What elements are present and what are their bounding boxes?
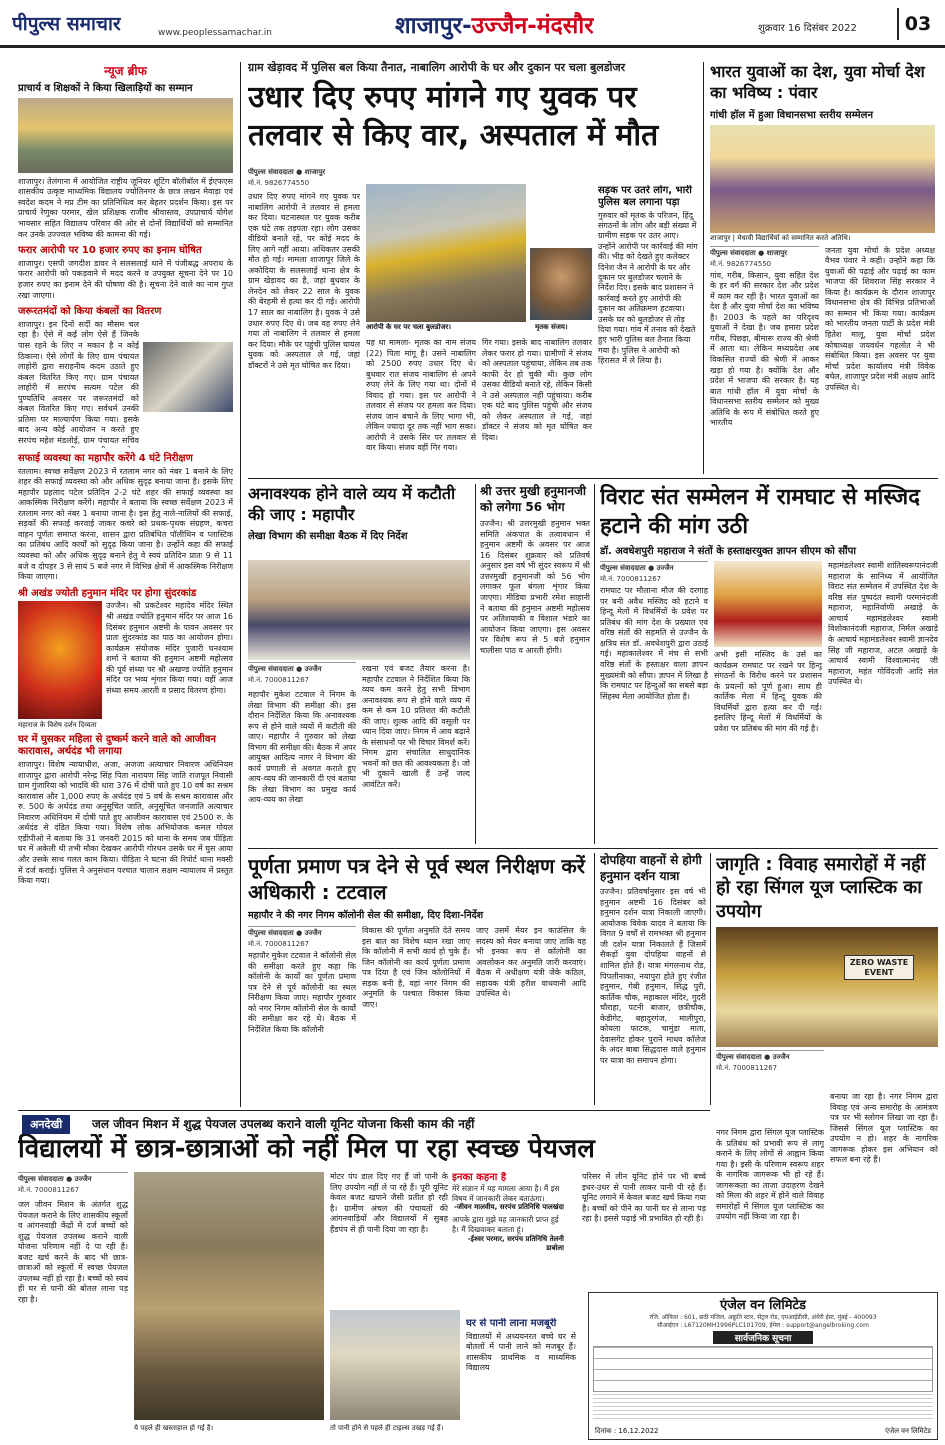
ad-notice-title: सार्वजनिक सूचना <box>713 1331 813 1344</box>
sant-col-3: महामंडलेश्वर स्वामी शांतिस्वरूपानंदजी महाराज के सानिध्य में आयोजित विराट संत सम्मेलन में उपस्थित देश के वरिष्ठ संत पुष्पदंत स्वामी परमानंदजी महाराज, महानिर्वाणी अखाड़े के आचार्य महामंडलेश्वर स्वामी विशोकानंदजी महाराज, निर्मल अखाड़े के आचार्य महामंडलेश्वर स्वामी ज्ञानदेव सिंह जी महाराज, अटल अखाड़े के आचार्य स्वामी विश्वात्मानंद जी महाराज, महंत गोविंदजी आदि संत उपस्थित थे। <box>828 561 938 687</box>
column-rule <box>710 853 711 1105</box>
sant-story <box>600 484 938 844</box>
jagruti-col-1: नगर निगम द्वारा सिंगल यूज प्लास्टिक के प्रतिबंध को प्रभावी रूप से लागू कराने के लिए लोगों से आह्वान किया गया है। इसी के परिणाम स्वरूप शहर के नागरिक जागरूक भी हो रहे हैं। जागरूकता का ताजा उदाहरण देखने को मिला की शहर में होने वाले विवाह समारोहों में सिंगल यूज प्लास्टिक का उपयोग नहीं किया जा रहा है। <box>716 1128 824 1222</box>
sant-byline: पीपुल्स संवाददाता ● उज्जैन <box>600 561 708 573</box>
ad-address: रजि. ऑफिस : 601, छठी मंजिल, अक्रुति स्टार, सेंट्रल रोड, एमआईडीसी, अंधेरी ईस्ट, मुंबई - 400093 <box>649 1314 877 1321</box>
brief-title: घर में घुसकर महिला से दुष्कर्म करने वाले को आजीवन कारावास, अर्थदंड भी लगाया <box>18 734 216 758</box>
sant-mobile: मो.नं. 7000811267 <box>600 575 662 584</box>
sant-col-2: अभी इसी मस्जिद के उर्स का कार्यक्रम रामघाट पर रखने पर हिन्दू संगठनों के विरोध करने पर प्रशासन के प्रयत्नों को पूर्ण हुआ। साथ ही कार्तिक मेला में हिन्दू युवक की विधर्मियों द्वारा हत्या कर दी गई। इसलिए हिन्दू मेलों में विधर्मियों के प्रवेश पर प्रतिबंध की मांग की गई है। <box>714 650 822 734</box>
lead-col-2: यह था मामला- मृतक का नाम संजय (22) पिता मांगू है। उसने नाबालिग को 2500 रुपए उधार दिए थे। बुधवार रात संजय नाबालिग से अपने रुपए लेने के लिए गया था। दोनों में विवाद हो गया। इस पर आरोपी ने तलवार से संजय पर हमला कर दिया। संजय जान बचाने के लिए भागा भी, लेकिन ज्यादा दूर तक नहीं भाग सका। आरोपी ने उसके सिर पर तलवार से वार किया। संजय वहीं गिर गया। <box>366 338 476 453</box>
ad-fineprint <box>593 1394 933 1422</box>
ad-title: एंजेल वन लिमिटेड <box>720 1298 806 1313</box>
ad-table <box>593 1346 933 1392</box>
water-quote-2: आपके द्वारा मुझे यह जानकारी प्राप्त हुई है। मैं दिखवाकर बताता हूं। <box>452 1215 559 1235</box>
purnata-mobile: मो.नं. 7000811267 <box>248 940 310 948</box>
purnata-byline: पीपुल्स संवाददाता ● उज्जैन <box>248 926 356 938</box>
column-rule <box>240 62 241 1107</box>
water-photo-caption: तो पानी होने से पहले ही टाइल्स उखड़ गई हैं। <box>330 1424 444 1432</box>
hanuman-56-story <box>480 484 590 844</box>
brief-title: फरार आरोपी पर 10 हजार रुपए का इनाम घोषित <box>18 245 202 257</box>
water-headline: विद्यालयों में छात्र-छात्राओं को नहीं मिल पा रहा स्वच्छ पेयजल <box>18 1134 595 1164</box>
purnata-col-3: जाए उसमें मेयर इन काउंसिल के सदस्य को मेयर बनाया जाए ताकि वह भी इनका रूप से कॉलोनी का अवलोकन कर अनुमति जारी करवाएं। बैठक में अधीक्षण यंत्री जेके कठिल, सहायक यंत्री हरीश वाधवानी आदि उपस्थित थे। <box>476 926 586 999</box>
brief-body: शाजापुर। तेलंगाना में आयोजित राष्ट्रीय जूनियर शूटिंग बॉलीबॉल में ईएफएस शासकीय उत्कृष्ट माध्यमिक विद्यालय ज्योतिनगर के छात्र लखन मेवाड़ा एवं स्वदेश कदम ने मप्र टीम का प्रतिनिधित्व कर बेहतर प्रदर्शन किया। इस पर प्राचार्य रेणुका परमार, खेल प्रशिक्षक राजीव श्रीवास्तव, उपप्राचार्य योगेश भावसार सहित विद्यालय परिवार की ओर से दोनों विद्यार्थियों को सम्मानित कर उनके उज्ज्वल भविष्य की कामना की गई। <box>18 176 233 239</box>
hanuman-56-body: उज्जैन। श्री उत्तरमुखी हनुमान भक्त समिति अंकपात के तत्वावधान में हनुमान अष्टमी के अवसर पर आज 16 दिसंबर शुक्रवार को प्रतिवर्ष अनुसार इस वर्ष भी सुंदर स्वरूप में श्री उत्तरमुखी हनुमानजी को 56 भोग लगाकर फूल बंगला शृंगार किया जाएगा। मीडिया प्रभारी रमेश साहानी ने बताया की हनुमान अष्टमी महोत्सव पर अतिशयाकी व विशाल भंडारे का आयोजन किया जाएगा। इस अवसर पर विशेष रूप से 5 बजे हनुमान चालीसा पाठ व आरती होगी। <box>480 519 590 655</box>
mayor-byline: पीपुल्स संवाददाता ● उज्जैन <box>248 662 356 674</box>
column-rule <box>594 853 595 1105</box>
water-box <box>466 1318 576 1438</box>
mayor-col-2: रखना एवं बजट तैयार करना है। महापौर टटवाल ने निर्देशित किया कि व्यय कम करने हेतु सभी विभाग अनावश्यक रूप से होने वाले व्यय में कम से कम 10 प्रतिशत की कटौती की जाए। शुल्क आदि की वसूली पर ध्यान दिया जाए। निगम में आय बढ़ाने के संसाधनों पर भी विचार विमर्श करें। निगम द्वारा संचालित साधुदानिक भवनों को छत की आवश्यकता है। जो भी दुकानें खाली हैं उन्हें जल्द आवंटित करें। <box>362 664 470 790</box>
water-quote-1-by: -जीवन मालवीय, सरपंच प्रतिनिधि पालखंदा <box>453 1203 564 1212</box>
lead-byline: पीपुल्स संवाददाता ● शाजापुर <box>248 167 326 176</box>
lead-sidebar-title: सड़क पर उतरे लोग, भारी पुलिस बल लगाना पड़ा <box>598 185 692 208</box>
logo: पीपुल्स समाचार <box>12 13 121 35</box>
water-col-4: परिसर में लीन यूनिट होने पर भी बच्चे इधर-उधर से पानी लाकर पानी पी रहे हैं। यूनिट लगाने में केवल बजट खर्च किया गया है। बच्चों को पीने का पानी घर से लाना पड़ रहा है। इससे पढ़ाई भी प्रभावित हो रही है। <box>582 1172 706 1224</box>
lead-photo-victim <box>530 248 592 320</box>
column-rule <box>703 62 704 474</box>
purnata-subhead: महापौर ने की नगर निगम कॉलोनी सेल की समीक्षा, दिए दिशा-निर्देश <box>248 910 484 921</box>
water-photo-caption: ये पहले ही खस्ताहाल हो गई है। <box>134 1424 214 1432</box>
lead-sidebar <box>598 185 698 470</box>
bjym-photo-caption: शाजापुर | मेधावी विद्यार्थियों को सम्मानित करते अतिथि। <box>710 233 851 242</box>
water-quote-title: इनका कहना है <box>452 1172 507 1183</box>
brief-body: रतलाम। स्वच्छ सर्वेक्षण 2023 में रतलाम नगर को नंबर 1 बनाने के लिए शहर की सफाई व्यवस्था को और अधिक सुदृढ़ बनाया जाना है। इसके लिए महापौर प्रहलाद पटेल प्रतिदिन 2-2 घंटे शहर की सफाई व्यवस्था का आकस्मिक निरीक्षण करेंगे। महापौर ने बताया कि स्वच्छ सर्वेक्षण 2023 में रतलाम नगर को नंबर 1 बनाया जाना है। इस हेतु नाले-नालियों की सफाई, सड़कों की सफाई करवाई जाकर कचरे को प्रथक-पृथक संग्रहण, कचरा वाहन पूर्णतः समाप्त करना, शासन द्वारा प्रतिबंधित पॉलीथिन व प्लास्टिक का प्रतिबंध आदि कार्यों को सुदृढ़ किया जाना है। उन्होंने कहा की सफाई व्यवस्था को और अधिक सुदृढ़ बनाने हेतु वे स्वयं प्रतिदिन प्रातः 9 से 11 बजे व दोपहर 3 से सायं 5 बजे नगर में विभिन्न क्षेत्रों में आकस्मिक निरीक्षण किया जाएगा। <box>18 466 233 582</box>
column-rule <box>475 484 476 844</box>
brief-body: शाजापुर। इन दिनों सर्दी का मौसम चल रहा है। ऐसे में कई लोग ऐसे हैं जिनके पास रहने के लिए न मकान है न कोई ठिकाना। ऐसे लोगों के लिए ग्राम पंचायत लाहोरी द्वारा सराहनीय कदम उठाते हुए कंबल वितरित किए गए। ग्राम पंचायत लाहोरी में सरपंच सत्यम पटेल की पुण्यतिथि अवसर पर जरूरतमंदों को कंबल वितरित किए गए। सर्वधर्म उनकी प्रतिमा पर माल्यार्पण किया गया। इसके बाद अन्य कोई आयोजन न करते हुए सरपंच महेश मंडलोई, ग्राम पंचायत सचिव <box>18 319 139 445</box>
brief-title: प्राचार्य व शिक्षकों ने किया खिलाड़ियों का सम्मान <box>18 83 193 94</box>
news-brief-column <box>18 62 233 1107</box>
section-title: शाजापुर-उज्जैन-मंदसौर <box>395 13 594 39</box>
water-photo-2 <box>330 1310 460 1420</box>
dupahiya-body: उज्जैन। प्रतिवर्षानुसार इस वर्ष भी हनुमान अष्टमी 16 दिसंबर को हनुमान दर्शन यात्रा निकाली जाएगी। आयोजक विवेक यादव ने बताया कि विगत 9 वर्षों से रामभक्त श्री हनुमान जी दर्शन यात्रा निकालते हैं जिसमें सैकड़ों युवा दोपहिया वाहनों से शामिल होते हैं। यात्रा मंगलनाथ रोड, पिपलीनाका, नयापुरा होते हुए रंजीत हनुमान, गेबी हनुमान, सिद्ध पुरी, कार्तिक चौक, महाकाल मंदिर, गुदरी चौराहा, पटनी बाजार, छत्रीचौक, केडीगेट, बहादुरगंज, मालीपुरा, कोयला फाटक, चामुंडा माता, देवासगेट होकर पुराने माधव कॉलेज के अंदर बाबा सिद्धदास वाले हनुमान पर यात्रा का समापन होगा। <box>600 887 706 1065</box>
column-rule <box>594 484 595 844</box>
lead-kicker: ग्राम खेड़ावद में पुलिस बल किया तैनात, नाबालिग आरोपी के घर और दुकान पर चला बुलडोजर <box>248 61 626 74</box>
news-brief-tag: न्यूज ब्रीफ <box>104 64 147 78</box>
ad-date: दिनांक : 16.12.2022 <box>595 1427 659 1435</box>
angel-one-ad <box>588 1292 938 1440</box>
purnata-col-1: महापौर मुकेश टटवाल ने कॉलोनी सेल की समीक्षा करते हुए कहा कि कॉलोनी के कार्यों का पूर्णता प्रमाण पत्र देने से पूर्व कॉलोनी का स्थल निरीक्षण किया जाए। महापौर गुरुवार को नगर निगम कॉलोनी सेल के कार्यों की समीक्षा कर रहे थे। बैठक में निर्देशित किया कि कॉलोनी <box>248 951 356 1034</box>
brief-title: श्री अखंड ज्योती हनुमान मंदिर पर होगा सुंदरकांड <box>18 587 197 599</box>
water-col-1: जल जीवन मिशन के अंतर्गत शुद्ध पेयजल कराने के लिए शासकीय स्कूलों व आंगनवाड़ी केंद्रों में दर्ज बच्चों को शुद्ध पेयजल उपलब्ध कराने वाली योजना परिणाम नहीं दे पा रही है। बजट खर्च करने के बाद भी छात्र-छात्राओं को स्कूलों में स्वच्छ पेयजल उपलब्ध नहीं हो रहा है। बच्चों को स्वयं ही घर से पानी की बोतल लाना पड़ रहा है। <box>18 1200 128 1304</box>
bjym-byline: पीपुल्स संवाददाता ● शाजापुर <box>710 246 819 258</box>
water-box-title: घर से पानी लाना मजबूरी <box>466 1318 557 1329</box>
brief-body: शाजापुर। एसपी जगदीश डावर ने सलसलाई थाने में पंजीबद्ध अपराध के फरार आरोपी को पकड़वाने में मदद करने व उपयुक्त सूचना देने पर 10 हजार रुपए का इनाम देने की घोषणा की है। सूचना देने वाले का नाम गुप्त रखा जाएगा। <box>18 258 233 300</box>
brief-photo-caption: महाराज के विशेष दर्शन दिव्यता <box>18 721 97 730</box>
brief-title: जरूरतमंदों को किया कंबलों का वितरण <box>18 306 162 318</box>
bjym-story <box>710 62 935 474</box>
dupahiya-story <box>600 853 706 1105</box>
water-quote-box <box>452 1172 564 1312</box>
ad-signature: एंजेल वन लिमिटेड <box>885 1427 931 1435</box>
brief-body: उज्जैन। श्री प्रकटेश्वर महादेव मंदिर स्थित श्री अखंड ज्योति हनुमान मंदिर पर आज 16 दिसंबर हनुमान अष्टमी के पावन अवसर पर प्रातः सुंदरकांड का पाठ का आयोजन होगा। कार्यक्रम संयोजक मंदिर पुजारी घनश्याम शर्मा ने बताया की हनुमान अष्टमी महोत्सव की पूर्व संध्या पर श्री अखण्ड ज्योति हनुमान मंदिर पर भव्य शृंगार किया गया। वहीं आज संध्या समय आरती व प्रसाद वितरण होगा। <box>106 601 233 695</box>
brief-photo-students <box>18 98 233 173</box>
site-url[interactable]: www.peoplessamachar.in <box>158 28 272 38</box>
sant-headline: विराट संत सम्मेलन में रामघाट से मस्जिद हटाने की मांग उठी <box>600 485 920 539</box>
lead-mobile: मो.नं. 9826774550 <box>248 178 310 187</box>
water-box-body: विद्यालयों में अध्ययनरत बच्चे घर से बोतलों में पानी लाने को मजबूर हैं। शासकीय प्राथमिक व माध्यमिक विद्यालय <box>466 1331 576 1373</box>
bjym-col-1: गांव, गरीब, किसान, युवा सहित देश के हर वर्ग की सरकार देश और प्रदेश में काम कर रही है। भारत युवाओं का देश है और युवा मोर्चा देश का भविष्य है। 2003 के पहले का परिदृश्य युवाओं ने देखा है। जब हमारा प्रदेश गरीब, पिछड़ा, बीमारू राज्य की श्रेणी में आता था। लेकिन मध्यप्रदेश अब विकसित राज्यों की श्रेणी में आकर खड़ा हो गया है। क्योंकि देश और प्रदेश में भाजपा की सरकार है। यह बात गांधी हॉल में युवा मोर्चा के विधानसभा स्तरीय सम्मेलन को मुख्य अतिथि के रूप में संबोधित करते हुए भारतीय <box>710 270 819 428</box>
mayor-col-1: महापौर मुकेश टटवाल ने निगम के लेखा विभाग की समीक्षा की। इस दौरान निर्देशित किया कि अनावश्यक रूप से होने वाले व्ययों में कटौती की जाए। महापौर ने गुरुवार को लेखा विभाग की समीक्षा की। बैठक में अपर आयुक्त आदित्य नागर ने विभाग की कार्य प्रणाली से अवगत कराते हुए आय-व्यय की जानकारी दी एवं बताया कि लेखा विभाग का प्रमुख कार्य आय-व्यय का लेखा <box>248 690 356 805</box>
purnata-col-2: विकास की पूर्णता अनुमति देते समय इस बात का विशेष ध्यान रखा जाए कि कॉलोनी में सभी कार्य हो चुके हैं। जिन कॉलोनी का कार्य पूर्णता प्रमाण पत्र दिया है एवं जिन कॉलोनियों में सड़क बनी है, वहां नगर निगम की अनुमति के पश्चात विकास किया जाए। <box>362 926 470 1009</box>
lead-photo-bulldozer <box>366 184 526 322</box>
water-byline: पीपुल्स संवाददाता ● उज्जैन <box>18 1172 128 1184</box>
water-col-2: मोटर पंप डाल दिए गए हैं जो पानी के लिए उपयोग नहीं ले पा रहे हैं। पूरी यूनिट केवल बजट खपाने जैसी प्रतीत हो रही है। ग्रामीण अंचल की पंचायतों की आंगनवाड़ियों और विद्यालयों में सुबह हैंडपंप से ही पानी दिया जा रहा है। <box>330 1172 448 1234</box>
water-quote-2-by: -ईश्वर परमार, सरपंच प्रतिनिधि तेलनी डाबोला <box>467 1234 564 1252</box>
sant-col-1: रामघाट पर मौलाना मौज की दरगाह पर बनी अवैध मस्जिद को हटाने व हिन्दू मेलों में विधर्मियों के प्रवेश पर प्रतिबंध की मांग देश के प्रख्यात एवं वरिष्ठ संतों की सहमति से उज्जैन के क्षत्रिय संत डॉ. अवधेशपुरी द्वारा उठाई गई। महाकालेश्वर में मंच से सभी वरिष्ठ संतों के हस्ताक्षर वाला ज्ञापन मुख्यमंत्री को सौंपा। ज्ञापन में लिखा है कि रामघाट पर हिन्दुओं का सबसे बड़ा सिंहस्थ मेला आयोजित होता है। <box>600 586 708 701</box>
mayor-mobile: मो.नं. 7000811267 <box>248 676 310 684</box>
page-number: 03 <box>897 8 937 40</box>
zero-waste-sign: ZERO WASTE EVENT <box>844 955 914 980</box>
mayor-photo <box>248 560 470 660</box>
jagruti-photo <box>716 927 938 1047</box>
brief-title: सफाई व्यवस्था का महापौर करेंगे 4 घंटे निरीक्षण <box>18 452 193 464</box>
section-rule <box>248 848 938 849</box>
masthead <box>0 0 945 48</box>
section-rule <box>248 478 938 479</box>
lead-col-3: गिर गया। इसके बाद नाबालिग तलवार लेकर फरार हो गया। ग्रामीणों ने संजय को अस्पताल पहुंचाया, लेकिन तब तक काफी देर हो चुकी थी। कुछ लोग उसका वीडियो बनाते रहे, लेकिन किसी ने उसे अस्पताल नहीं पहुंचाया। करीब एक घंटे बाद पुलिस पहुंची और संजय को लेकर अस्पताल ले गई, जहां डॉक्टर ने संजय को मृत घोषित कर दिया। <box>482 338 592 442</box>
lead-col-1: उधार दिए रुपए मांगने गए युवक पर नाबालिग आरोपी ने तलवार से हमला कर दिया। घटनास्थल पर युवक करीब एक घंटे तक तड़पता रहा। लोग उसका वीडियो बनाते रहे, पर कोई मदद के लिए आगे नहीं आया। अधिकतर उसकी मौत हो गई। मामला शाजापुर जिले के अकोदिया के सलसलाई थाना क्षेत्र के ग्राम खेड़ावद का है, जहां बुधवार के लेनदेन को लेकर 22 साल के युवक की बेरहमी से हत्या कर दी गई। आरोपी 17 साल का नाबालिग है। युवक ने उसे उधार रुपए दिए थे। जब वह रुपए लेने गया तो नाबालिग ने तलवार से हमला कर दिया। मौके पर पहुंची पुलिस घायल युवक को अस्पताल ले गई, जहां डॉक्टरों ने उसे मृत घोषित कर दिया। <box>248 192 360 370</box>
jagruti-headline: जागृति : विवाह समारोहों में नहीं हो रहा सिंगल यूज प्लास्टिक का उपयोग <box>716 854 926 922</box>
brief-photo-hanuman <box>18 601 102 719</box>
jagruti-col-2: बनाया जा रहा है। नगर निगम द्वारा विवाह एवं अन्य समारोह के आमंत्रण पत्र पर भी स्लोगन लिखा जा रहा है। जिससे सिंगल यूज प्लास्टिक का उपयोग न हो। शहर के नागरिक जागरूक होकर इस अभियान को सफल बना रहे हैं। <box>830 1092 938 1165</box>
purnata-headline: पूर्णता प्रमाण पत्र देने से पूर्व स्थल निरीक्षण करें अधिकारी : टटवाल <box>248 854 585 904</box>
water-photo-1 <box>134 1172 324 1420</box>
lead-headline: उधार दिए रुपए मांगने गए युवक पर तलवार से किए वार, अस्पताल में मौत <box>248 80 659 154</box>
sant-photo <box>714 561 822 647</box>
water-quote-1: मेरे संज्ञान में यह मामला आया है। मैं इस विषय में जानकारी लेकर बताऊंगा। <box>452 1183 560 1203</box>
purnata-story <box>248 853 590 1105</box>
dupahiya-headline: दोपहिया वाहनों से होगी हनुमान दर्शन यात्रा <box>600 853 702 883</box>
lead-sidebar-body: गुरुवार को मृतक के परिजन, हिंदू संगठनों के लोग और बड़ी संख्या में ग्रामीण सड़क पर उतर आए। उन्होंने आरोपी पर कार्रवाई की मांग की। भीड़ को देखते हुए कलेक्टर दिनेश जैन ने आरोपी के घर और दुकान पर बुलडोजर चलाने के निर्देश दिए। इसके बाद प्रशासन ने कार्रवाई करते हुए आरोपी की दुकान का अतिक्रमण हटवाया। उसके घर को बुलडोजर से तोड़ दिया गया। गांव में तनाव को देखते हुए भारी पुलिस बल तैनात किया गया है। पुलिस ने आरोपी को हिरासत में ले लिया है। <box>598 210 698 366</box>
hanuman-56-headline: श्री उत्तर मुखी हनुमानजी को लगेगा 56 भोग <box>480 484 587 514</box>
water-tag: अनदेखी <box>22 1115 70 1134</box>
bjym-photo <box>710 125 935 233</box>
bjym-mobile: मो.नं. 9826774550 <box>710 259 772 268</box>
mayor-subhead: लेखा विभाग की समीक्षा बैठक में दिए निर्देश <box>248 530 408 542</box>
water-kicker: जल जीवन मिशन में शुद्ध पेयजल उपलब्ध कराने वाली यूनिट योजना किसी काम की नहीं <box>92 1117 475 1131</box>
bjym-subhead: गांधी हॉल में हुआ विधानसभा स्तरीय सम्मेलन <box>710 109 873 121</box>
ad-contact: सीआईएन : L67120MH1996PLC101709, ईमेल : support@angelbroking.com <box>657 1322 869 1329</box>
bjym-headline: भारत युवाओं का देश, युवा मोर्चा देश का भविष्य : पंवार <box>710 62 925 102</box>
mayor-headline: अनावश्यक होने वाले व्यय में कटौती की जाए : महापौर <box>248 484 456 524</box>
jagruti-byline: पीपुल्स संवाददाता ● उज्जैन <box>716 1050 824 1062</box>
water-mobile: मो.नं. 7000811267 <box>18 1186 80 1194</box>
brief-body: शाजापुर। विशेष न्यायाधीश, अजा, अजजा अत्याचार निवारण अधिनियम शाजापुर द्वारा आरोपी नरेन्द्र सिंह पिता नारायण सिंह जाति राजपूत निवासी ग्राम गुंजारिया को भादवि की धारा 376 में दोषी पाते हुए 10 वर्ष का सश्रम कारावास और 1,000 रुपए के अर्थदंड एवं 5 वर्ष के सश्रम कारावास और रु. 500 के अर्थदंड तथा अनुसूचित जाति, अनुसूचित जनजाति अत्याचार निवारण अधिनियम में दोषी पाते हुए आजीवन कारावास एवं 2500 रु. के अर्थदंड से दंडित किया गया। विशेष लोक अभियोजक कमल गोयल एडीपीओ ने बताया कि 31 जनवरी 2015 को थाना के समय जब पीड़िता घर में अकेली थी तभी मौका देखकर आरोपी गोरधन उसके घर में घुस आया और उसके साथ गलत काम किया। पीड़िता ने घटना की रिपोर्ट थाना मक्सी में दर्ज कराई। पुलिस ने अनुसंधान पश्चात चालान सक्षम न्यायालय में प्रस्तुत किया गया। <box>18 760 233 886</box>
sant-subhead: डॉ. अवधेशपुरी महाराज ने संतों के हस्ताक्षरयुक्त ज्ञापन सीएम को सौंपा <box>600 546 856 558</box>
bjym-col-2: जनता युवा मोर्चा के प्रदेश अध्यक्ष वैभव पंवार ने कही। उन्होंने कहा कि युवाओं की पढ़ाई और पढ़ाई का काम भाजपा की शिवराज सिंह सरकार ने किया है। कार्यक्रम के दौरान शाजापुर विधानसभा क्षेत्र की विभिन्न प्रतिभाओं का सम्मान भी किया गया। कार्यक्रम को भारतीय जनता पार्टी के प्रदेश मंत्री हितेश मालू, युवा मोर्चा प्रदेश कोषाध्यक्ष जयवर्धन गहलोत ने भी संबोधित किया। इस अवसर पर युवा मोर्चा प्रदेश कार्यालय मंत्री विवेक बघेल, शाजापुर प्रदेश मंत्री अक्षय आदि उपस्थित थे। <box>825 245 935 392</box>
lead-photo-caption: मृतक संजय। <box>535 323 568 331</box>
lead-photo-caption: आरोपी के घर पर चला बुलडोजर। <box>366 323 452 331</box>
brief-photo-blankets <box>143 342 233 412</box>
issue-date: शुक्रवार 16 दिसंबर 2022 <box>758 23 857 34</box>
jagruti-mobile: मो.नं. 7000811267 <box>716 1064 778 1073</box>
section-rule <box>18 1110 710 1111</box>
